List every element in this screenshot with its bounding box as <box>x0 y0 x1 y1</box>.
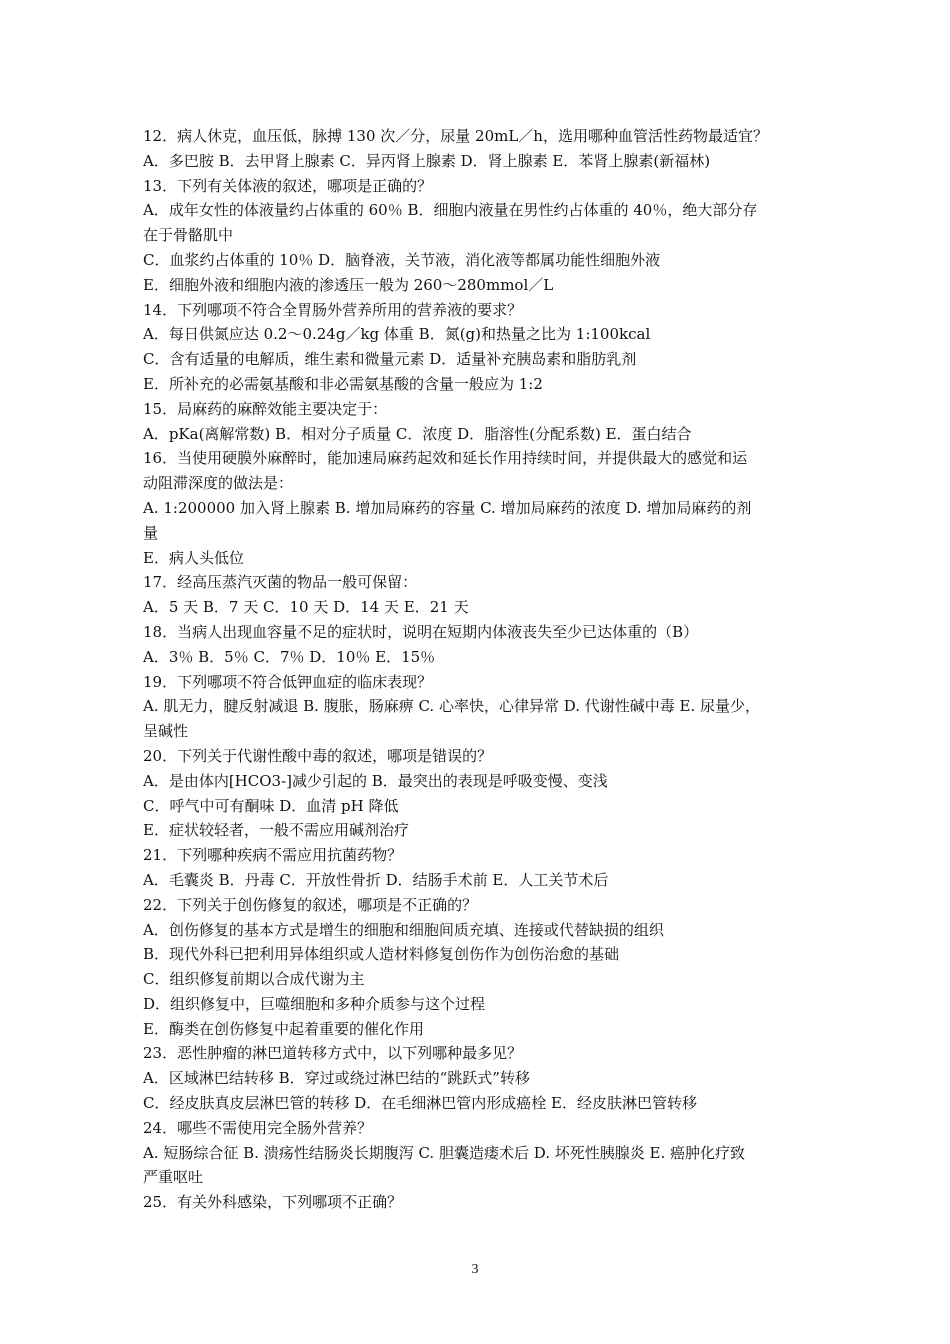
text-line: A．pKa(离解常数) B．相对分子质量 C．浓度 D．脂溶性(分配系数) E．蛋白结合 <box>143 424 692 443</box>
text-line: A．每日供氮应达 0.2～0.24g／kg 体重 B．氮(g)和热量之比为 1:100kcal <box>143 325 651 344</box>
text-line: A．毛囊炎 B．丹毒 C．开放性骨折 D．结肠手术前 E．人工关节术后 <box>143 870 609 889</box>
text-line: 严重呕吐 <box>143 1168 204 1187</box>
text-line: 25．有关外科感染，下列哪项不正确？ <box>143 1193 403 1212</box>
text-line: E．病人头低位 <box>143 548 244 567</box>
text-line: A．创伤修复的基本方式是增生的细胞和细胞间质充填、连接或代替缺损的组织 <box>143 920 664 939</box>
text-line: 20．下列关于代谢性酸中毒的叙述，哪项是错误的？ <box>143 746 493 765</box>
text-line: C．呼气中可有酮味 D．血清 pH 降低 <box>143 796 399 815</box>
text-line: C．血浆约占体重的 10％ D．脑脊液，关节液，消化液等都属功能性细胞外液 <box>143 250 661 269</box>
text-line: C．含有适量的电解质，维生素和微量元素 D．适量补充胰岛素和脂肪乳剂 <box>143 350 637 369</box>
text-line: A．3％ B．5％ C．7％ D．10％ E．15％ <box>143 647 436 666</box>
text-line: 呈碱性 <box>143 722 189 741</box>
text-line: E．酶类在创伤修复中起着重要的催化作用 <box>143 1019 424 1038</box>
text-line: E．症状较轻者，一般不需应用碱剂治疗 <box>143 821 409 840</box>
text-line: 24．哪些不需使用完全肠外营养？ <box>143 1118 373 1137</box>
text-line: C．组织修复前期以合成代谢为主 <box>143 970 365 989</box>
text-line: 量 <box>143 523 159 542</box>
text-line: E．所补充的必需氨基酸和非必需氨基酸的含量一般应为 1:2 <box>143 374 543 393</box>
text-line: E．细胞外液和细胞内液的渗透压一般为 260～280mmol／L <box>143 275 554 294</box>
text-line: A．区域淋巴结转移 B．穿过或绕过淋巴结的“跳跃式”转移 <box>143 1069 530 1088</box>
text-line: D．组织修复中，巨噬细胞和多种介质参与这个过程 <box>143 994 486 1013</box>
text-line: 22．下列关于创伤修复的叙述，哪项是不正确的？ <box>143 895 478 914</box>
text-line: 14．下列哪项不符合全胃肠外营养所用的营养液的要求？ <box>143 300 523 319</box>
text-line: 15．局麻药的麻醉效能主要决定于： <box>143 399 388 418</box>
text-line: A．是由体内[HCO3-]减少引起的 B．最突出的表现是呼吸变慢、变浅 <box>143 771 608 790</box>
text-line: A．5 天 B．7 天 C．10 天 D．14 天 E．21 天 <box>143 598 469 617</box>
text-line: 18．当病人出现血容量不足的症状时，说明在短期内体液丧失至少已达体重的（B） <box>143 622 699 641</box>
text-line: 13．下列有关体液的叙述，哪项是正确的？ <box>143 176 433 195</box>
text-line: 16．当使用硬膜外麻醉时，能加速局麻药起效和延长作用持续时间，并提供最大的感觉和运 <box>143 449 748 468</box>
document-body <box>143 124 811 1215</box>
text-line: A．多巴胺 B．去甲肾上腺素 C．异丙肾上腺素 D．肾上腺素 E．苯肾上腺素(新福林) <box>143 151 711 170</box>
text-line: 在于骨骼肌中 <box>143 226 234 245</box>
page-number: 3 <box>471 1262 479 1277</box>
text-line: 12．病人休克，血压低，脉搏 130 次／分，尿量 20mL／h，选用哪种血管活性药物最适宜？ <box>143 127 768 145</box>
text-line: 17．经高压蒸汽灭菌的物品一般可保留： <box>143 573 418 592</box>
text-line: A. 肌无力，腱反射减退 B. 腹胀，肠麻痹 C. 心率快，心律异常 D. 代谢性碱中毒 E. 尿量少， <box>143 697 760 716</box>
text-line: 19．下列哪项不符合低钾血症的临床表现？ <box>143 672 433 691</box>
text-line: 21．下列哪种疾病不需应用抗菌药物？ <box>143 846 403 865</box>
text-line: C．经皮肤真皮层淋巴管的转移 D．在毛细淋巴管内形成癌栓 E．经皮肤淋巴管转移 <box>143 1094 697 1113</box>
text-line: 动阻滞深度的做法是： <box>143 474 294 493</box>
text-line: B．现代外科已把利用异体组织或人造材料修复创伤作为创伤治愈的基础 <box>143 945 620 964</box>
text-line: 23．恶性肿瘤的淋巴道转移方式中，以下列哪种最多见？ <box>143 1044 523 1063</box>
text-line: A. 1:200000 加入肾上腺素 B. 增加局麻药的容量 C. 增加局麻药的浓度 D. 增加局麻药的剂 <box>143 498 752 517</box>
text-line: A．成年女性的体液量约占体重的 60％ B．细胞内液量在男性约占体重的 40％，绝大部分存 <box>143 201 758 220</box>
text-line: A. 短肠综合征 B. 溃疡性结肠炎长期腹泻 C. 胆囊造瘘术后 D. 坏死性胰腺炎 E. 癌肿化疗致 <box>143 1143 745 1162</box>
